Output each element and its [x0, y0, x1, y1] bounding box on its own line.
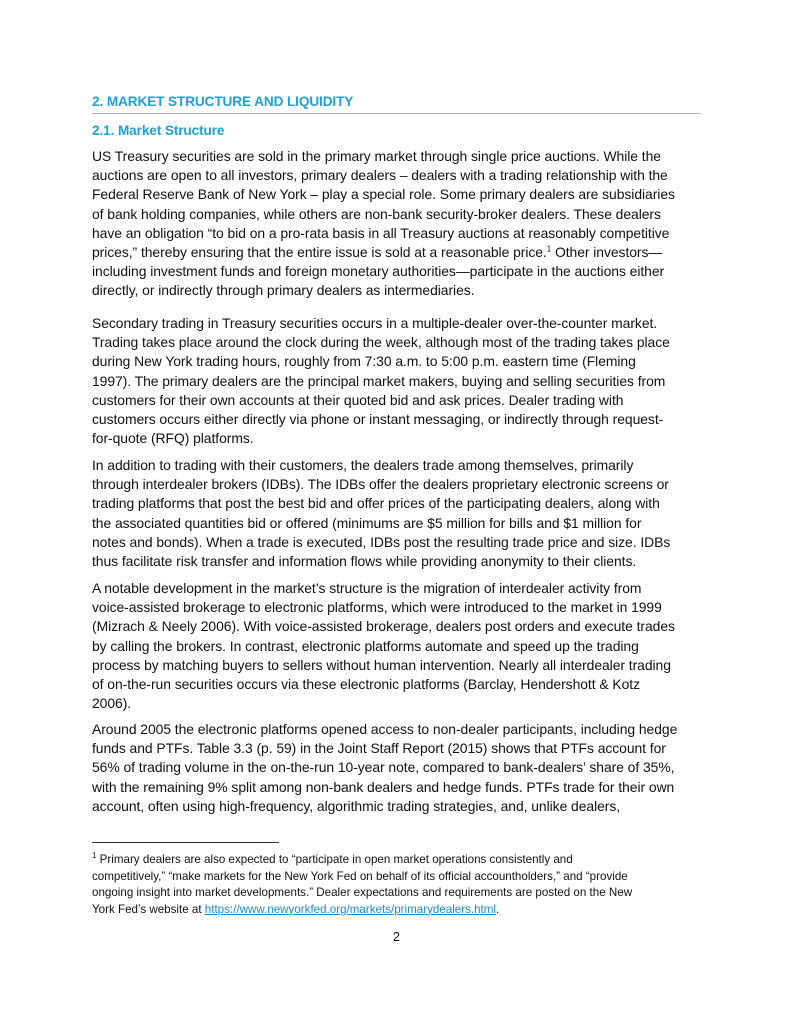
text-line: (Mizrach & Neely 2006). With voice-assisted brokerage, dealers post orders and execute trades: [92, 618, 675, 635]
text-line: process by matching buyers to sellers without human intervention. Nearly all interdealer trading: [92, 656, 671, 673]
text-line: 1997). The primary dealers are the principal market makers, buying and selling securities from: [92, 372, 666, 389]
text-line: by calling the brokers. In contrast, electronic platforms automate and speed up the trading: [92, 637, 639, 654]
footnote-text: .: [496, 902, 500, 916]
footnote-line: ongoing insight into market developments.” Dealer expectations and requirements are posted on the New: [92, 886, 633, 900]
text-line: directly, or indirectly through primary dealers as intermediaries.: [92, 282, 475, 299]
text-line: funds and PTFs. Table 3.3 (p. 59) in the Joint Staff Report (2015) shows that PTFs account for: [92, 740, 666, 757]
text-line-tail: Other investors—: [551, 244, 663, 261]
text-line: of bank holding companies, while others are non-bank security-broker dealers. These dealers: [92, 205, 661, 222]
text-line: through interdealer brokers (IDBs). The IDBs offer the dealers proprietary electronic screens or: [92, 476, 669, 493]
paragraph-secondary-trading: [92, 314, 701, 448]
footnote-line: [92, 902, 701, 919]
text-line-lead: prices,” thereby ensuring that the entire issue is sold at a reasonable price.: [92, 244, 547, 261]
text-line: during New York trading hours, roughly from 7:30 a.m. to 5:00 p.m. eastern time (Fleming: [92, 353, 636, 370]
footnote-text: York Fed’s website at: [92, 902, 205, 916]
text-line: thus facilitate risk transfer and information flows while providing anonymity to their clients.: [92, 553, 637, 570]
footnote-reference[interactable]: 1: [546, 244, 552, 254]
paragraph-primary-market: [92, 147, 701, 301]
paragraph-interdealer-brokers: [92, 456, 701, 571]
text-line-with-footnote: [92, 243, 701, 262]
text-line: with the remaining 9% split among non-bank dealers and hedge funds. PTFs trade for their own: [92, 778, 675, 795]
text-line: including investment funds and foreign monetary authorities—participate in the auctions either: [92, 263, 665, 280]
subsection-heading: 2.1. Market Structure: [92, 123, 225, 138]
text-line: voice-assisted brokerage to electronic platforms, which were introduced to the market in 1999: [92, 599, 662, 616]
footnote-line: [92, 852, 701, 869]
footnote-separator: [92, 842, 279, 843]
footnote: [92, 852, 701, 918]
section-heading: 2. MARKET STRUCTURE AND LIQUIDITY: [92, 94, 701, 114]
text-line: 56% of trading volume in the on-the-run 10-year note, compared to bank-dealers’ share of 35%,: [92, 759, 675, 776]
text-line: US Treasury securities are sold in the primary market through single price auctions. While the: [92, 148, 661, 164]
page-number: 2: [393, 930, 400, 944]
paragraph-electronic-migration: [92, 579, 701, 713]
text-line: 2006).: [92, 695, 132, 712]
text-line: Federal Reserve Bank of New York – play a special role. Some primary dealers are subsidiaries: [92, 186, 675, 203]
text-line: customers for their own accounts at their quoted bid and ask prices. Dealer trading with: [92, 391, 624, 408]
footnote-text: Primary dealers are also expected to “participate in open market operations consistently and: [96, 853, 573, 866]
text-line: auctions are open to all investors, primary dealers – dealers with a trading relationship with the: [92, 167, 668, 184]
text-line: have an obligation “to bid on a pro-rata basis in all Treasury auctions at reasonably competitive: [92, 224, 670, 241]
text-line: A notable development in the market’s structure is the migration of interdealer activity from: [92, 580, 642, 596]
text-line: notes and bonds). When a trade is executed, IDBs post the resulting trade price and size. IDBs: [92, 533, 671, 550]
text-line: account, often using high-frequency, algorithmic trading strategies, and, unlike dealers,: [92, 797, 621, 814]
text-line: Secondary trading in Treasury securities occurs in a multiple-dealer over-the-counter market.: [92, 315, 658, 331]
text-line: customers occurs either directly via phone or instant messaging, or indirectly through request-: [92, 411, 664, 428]
paragraph-non-dealer-access: [92, 720, 701, 816]
text-line: of on-the-run securities occurs via these electronic platforms (Barclay, Hendershott & Kotz: [92, 676, 640, 693]
text-line: In addition to trading with their customers, the dealers trade among themselves, primarily: [92, 457, 634, 473]
text-line: trading platforms that post the best bid and offer prices of the participating dealers, along with: [92, 495, 660, 512]
text-line: the associated quantities bid or offered (minimums are $5 million for bills and $1 million for: [92, 514, 642, 531]
text-line: Trading takes place around the clock during the week, although most of the trading takes place: [92, 334, 670, 351]
text-line: Around 2005 the electronic platforms opened access to non-dealer participants, including hedge: [92, 721, 678, 737]
footnote-line: competitively,” “make markets for the New York Fed on behalf of its official accountholders,” and “provide: [92, 869, 628, 883]
footnote-mark: 1: [92, 851, 97, 861]
text-line: for-quote (RFQ) platforms.: [92, 430, 254, 447]
primary-dealers-link[interactable]: https://www.newyorkfed.org/markets/primarydealers.html: [204, 902, 497, 916]
